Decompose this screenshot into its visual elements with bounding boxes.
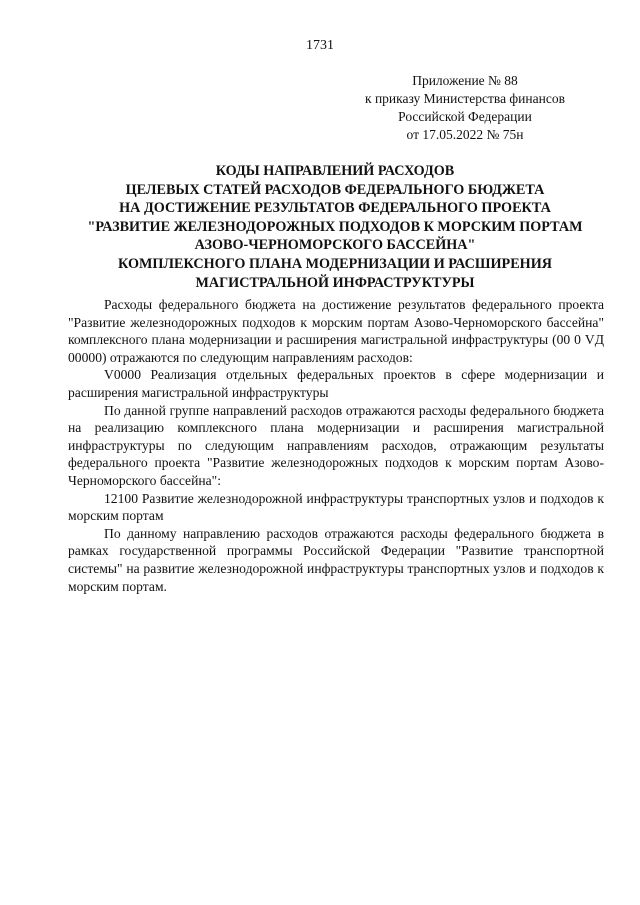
appendix-line: Российской Федерации — [398, 109, 532, 124]
title-line: КОМПЛЕКСНОГО ПЛАНА МОДЕРНИЗАЦИИ И РАСШИРЕНИЯ — [118, 255, 552, 272]
page-number: 1731 — [306, 38, 334, 53]
title-line: ЦЕЛЕВЫХ СТАТЕЙ РАСХОДОВ ФЕДЕРАЛЬНОГО БЮДЖЕТА — [125, 181, 545, 198]
body-paragraph: Расходы федерального бюджета на достижение результатов федерального проекта "Развитие железнодорожных подходов к морским портам Азово-Черноморского бассейна" комплексного плана модернизации и расширения магистральной инфраструктуры (00 0 VД 00000) отражаются по следующим направлениям расходов: — [68, 297, 604, 365]
body-paragraph: V0000 Реализация отдельных федеральных проектов в сфере модернизации и расширения магистральной инфраструктуры — [68, 367, 604, 400]
title-line: МАГИСТРАЛЬНОЙ ИНФРАСТРУКТУРЫ — [195, 274, 475, 291]
document-title — [60, 162, 610, 292]
appendix-line: Приложение № 88 — [412, 73, 518, 88]
body-paragraph: По данной группе направлений расходов отражаются расходы федерального бюджета на реализацию комплексного плана модернизации и расширения магистральной инфраструктуры по следующим направлениям расходов, отражающим результаты федерального проекта "Развитие железнодорожных подходов к морским портам Азово-Черноморского бассейна": — [68, 402, 604, 488]
body-paragraph: По данному направлению расходов отражаются расходы федерального бюджета в рамках государственной программы Российской Федерации "Развитие транспортной системы" на развитие железнодорожной инфраструктуры транспортных узлов и подходов к морским портам. — [68, 525, 604, 594]
appendix-block — [330, 72, 600, 144]
title-line: НА ДОСТИЖЕНИЕ РЕЗУЛЬТАТОВ ФЕДЕРАЛЬНОГО ПРОЕКТА — [119, 200, 551, 217]
appendix-line: к приказу Министерства финансов — [365, 91, 565, 106]
document-body — [68, 296, 604, 595]
title-line: КОДЫ НАПРАВЛЕНИЙ РАСХОДОВ — [215, 163, 455, 179]
title-line: "РАЗВИТИЕ ЖЕЛЕЗНОДОРОЖНЫХ ПОДХОДОВ К МОРСКИМ ПОРТАМ — [87, 218, 583, 235]
title-line: АЗОВО-ЧЕРНОМОРСКОГО БАССЕЙНА" — [194, 237, 476, 254]
body-paragraph: 12100 Развитие железнодорожной инфраструктуры транспортных узлов и подходов к морским портам — [68, 490, 604, 524]
appendix-line: от 17.05.2022 № 75н — [406, 127, 524, 142]
